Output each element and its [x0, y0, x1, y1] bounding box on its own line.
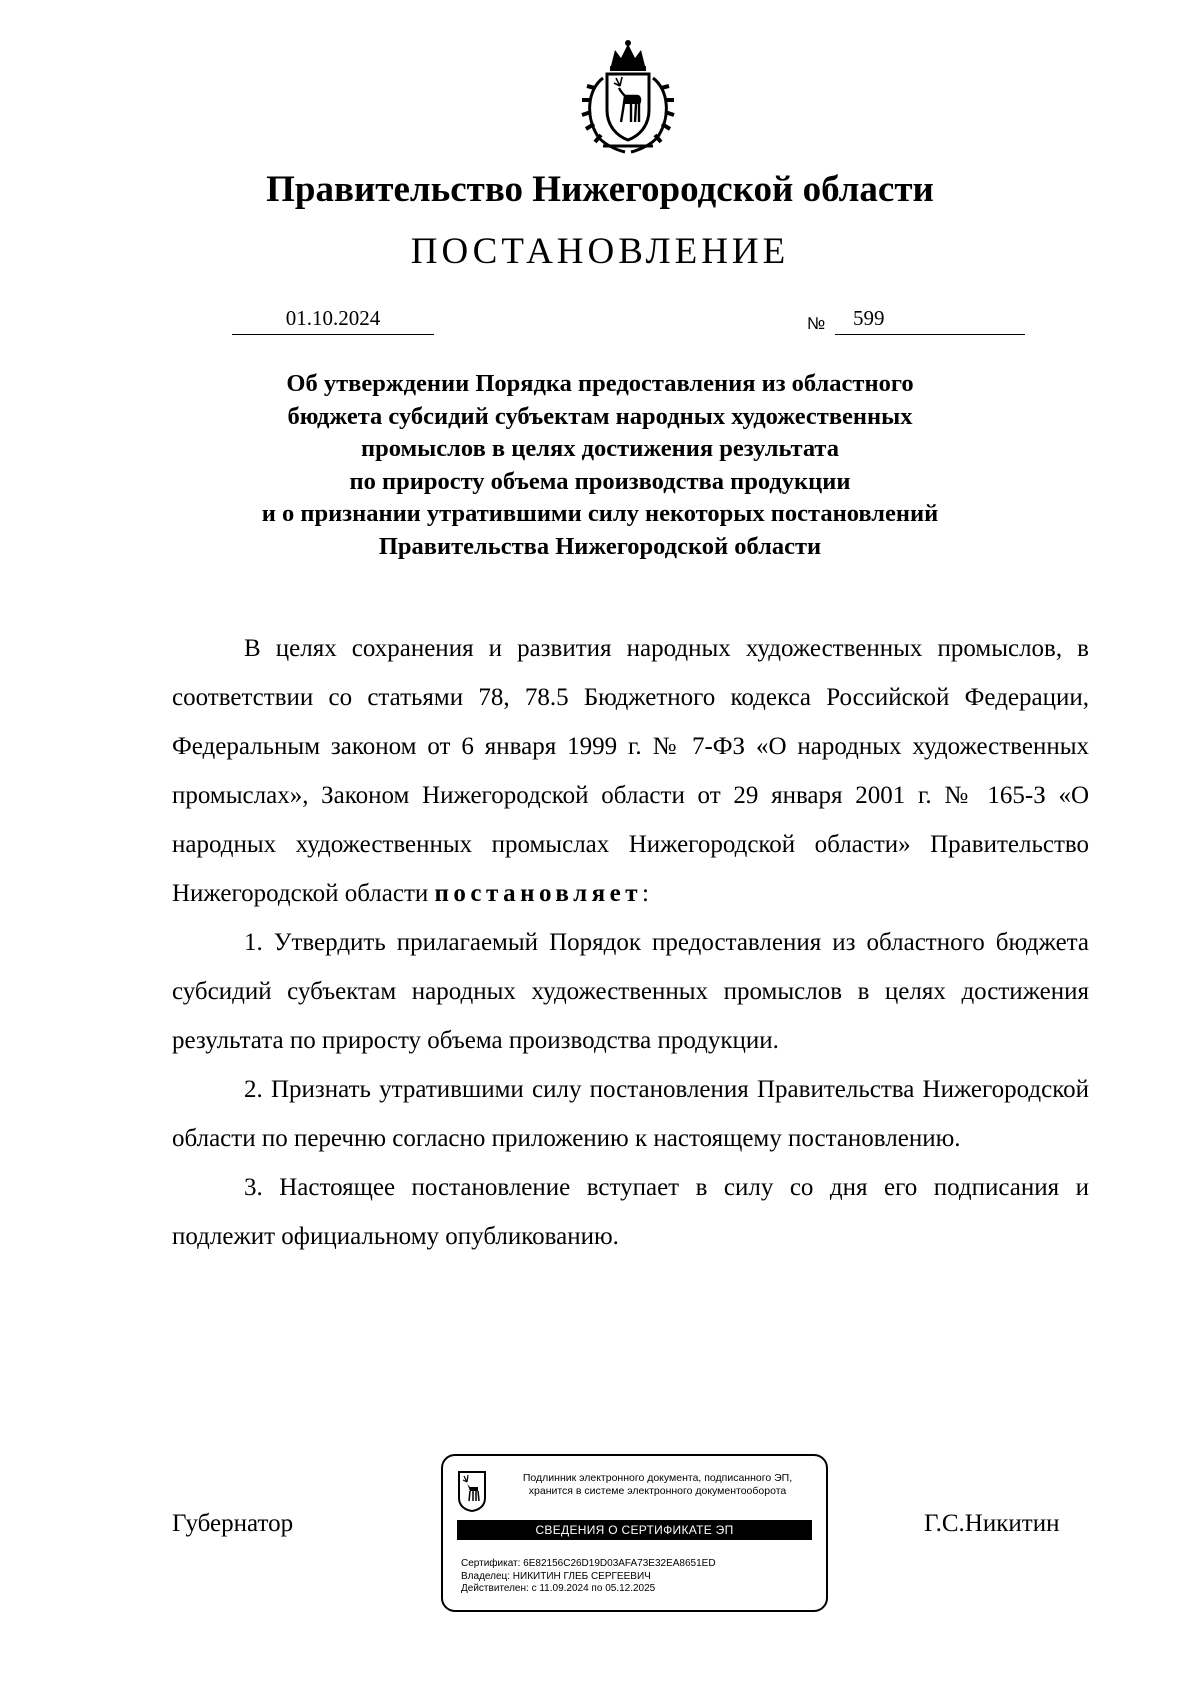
preamble-text: В целях сохранения и развития народных художественных промыслов, в соответствии со статьями 78, 78.5 Бюджетного кодекса Российской Федерации, Федеральным законом от 6 января 1999 г. № 7-ФЗ «О народных художественных промыслах», Законом Нижегородской области от 29 января 2001 г. № 165-З «О народных художественных промыслах Нижегородской области» Правительство Нижегородской области: [172, 635, 1089, 907]
stamp-title-bar: СВЕДЕНИЯ О СЕРТИФИКАТЕ ЭП: [457, 1520, 812, 1540]
signatory-name: Г.С.Никитин: [924, 1510, 1060, 1537]
document-number: [835, 304, 1025, 335]
number-sign: №: [807, 314, 826, 333]
item-paragraph-1: 1. Утвердить прилагаемый Порядок предоставления из областного бюджета субсидий субъектам народных художественных промыслов в целях достижения результата по приросту объема производства продукции.: [172, 929, 1089, 1054]
coat-of-arms-emblem: [573, 38, 683, 156]
electronic-signature-stamp: [441, 1454, 828, 1612]
document-date-value: 01.10.2024: [285, 306, 381, 330]
subject-line: бюджета субсидий субъектам народных художественных: [287, 402, 913, 430]
stamp-note-line: хранится в системе электронного документооборота: [528, 1485, 787, 1497]
subject-line: Правительства Нижегородской области: [378, 532, 822, 560]
document-number-value: 599: [853, 306, 885, 330]
organization-title: Правительство Нижегородской области: [266, 169, 934, 210]
resolves-word: постановляет: [434, 880, 642, 907]
stamp-note-line: Подлинник электронного документа, подписанного ЭП,: [522, 1472, 793, 1484]
certificate-details: [461, 1558, 716, 1596]
subject-line: и о признании утратившими силу некоторых постановлений: [261, 500, 939, 528]
document-type-title: ПОСТАНОВЛЕНИЕ: [410, 231, 790, 272]
subject-line: промыслов в целях достижения результата: [360, 435, 840, 463]
preamble-paragraph: [172, 624, 1089, 918]
document-subject: [150, 368, 1050, 564]
certificate-number: Сертификат: 6E82156C26D19D03AFA73E32EA8651ED: [461, 1558, 716, 1569]
subject-line: Об утверждении Порядка предоставления из областного: [286, 370, 914, 397]
document-body: [172, 624, 1089, 1261]
resolves-colon: :: [642, 880, 649, 907]
item-paragraph-3: 3. Настоящее постановление вступает в силу со дня его подписания и подлежит официальному опубликованию.: [172, 1174, 1089, 1250]
stamp-note: [495, 1472, 820, 1498]
certificate-validity: Действителен: с 11.09.2024 по 05.12.2025: [461, 1583, 656, 1594]
signatory-position: Губернатор: [172, 1510, 294, 1537]
item-paragraph-2: 2. Признать утратившими силу постановления Правительства Нижегородской области по перечню согласно приложению к настоящему постановлению.: [172, 1076, 1089, 1152]
certificate-owner: Владелец: НИКИТИН ГЛЕБ СЕРГЕЕВИЧ: [461, 1570, 651, 1582]
subject-line: по приросту объема производства продукции: [349, 467, 851, 495]
deer-coat-of-arms-icon: [457, 1470, 487, 1512]
document-date: [232, 304, 434, 335]
